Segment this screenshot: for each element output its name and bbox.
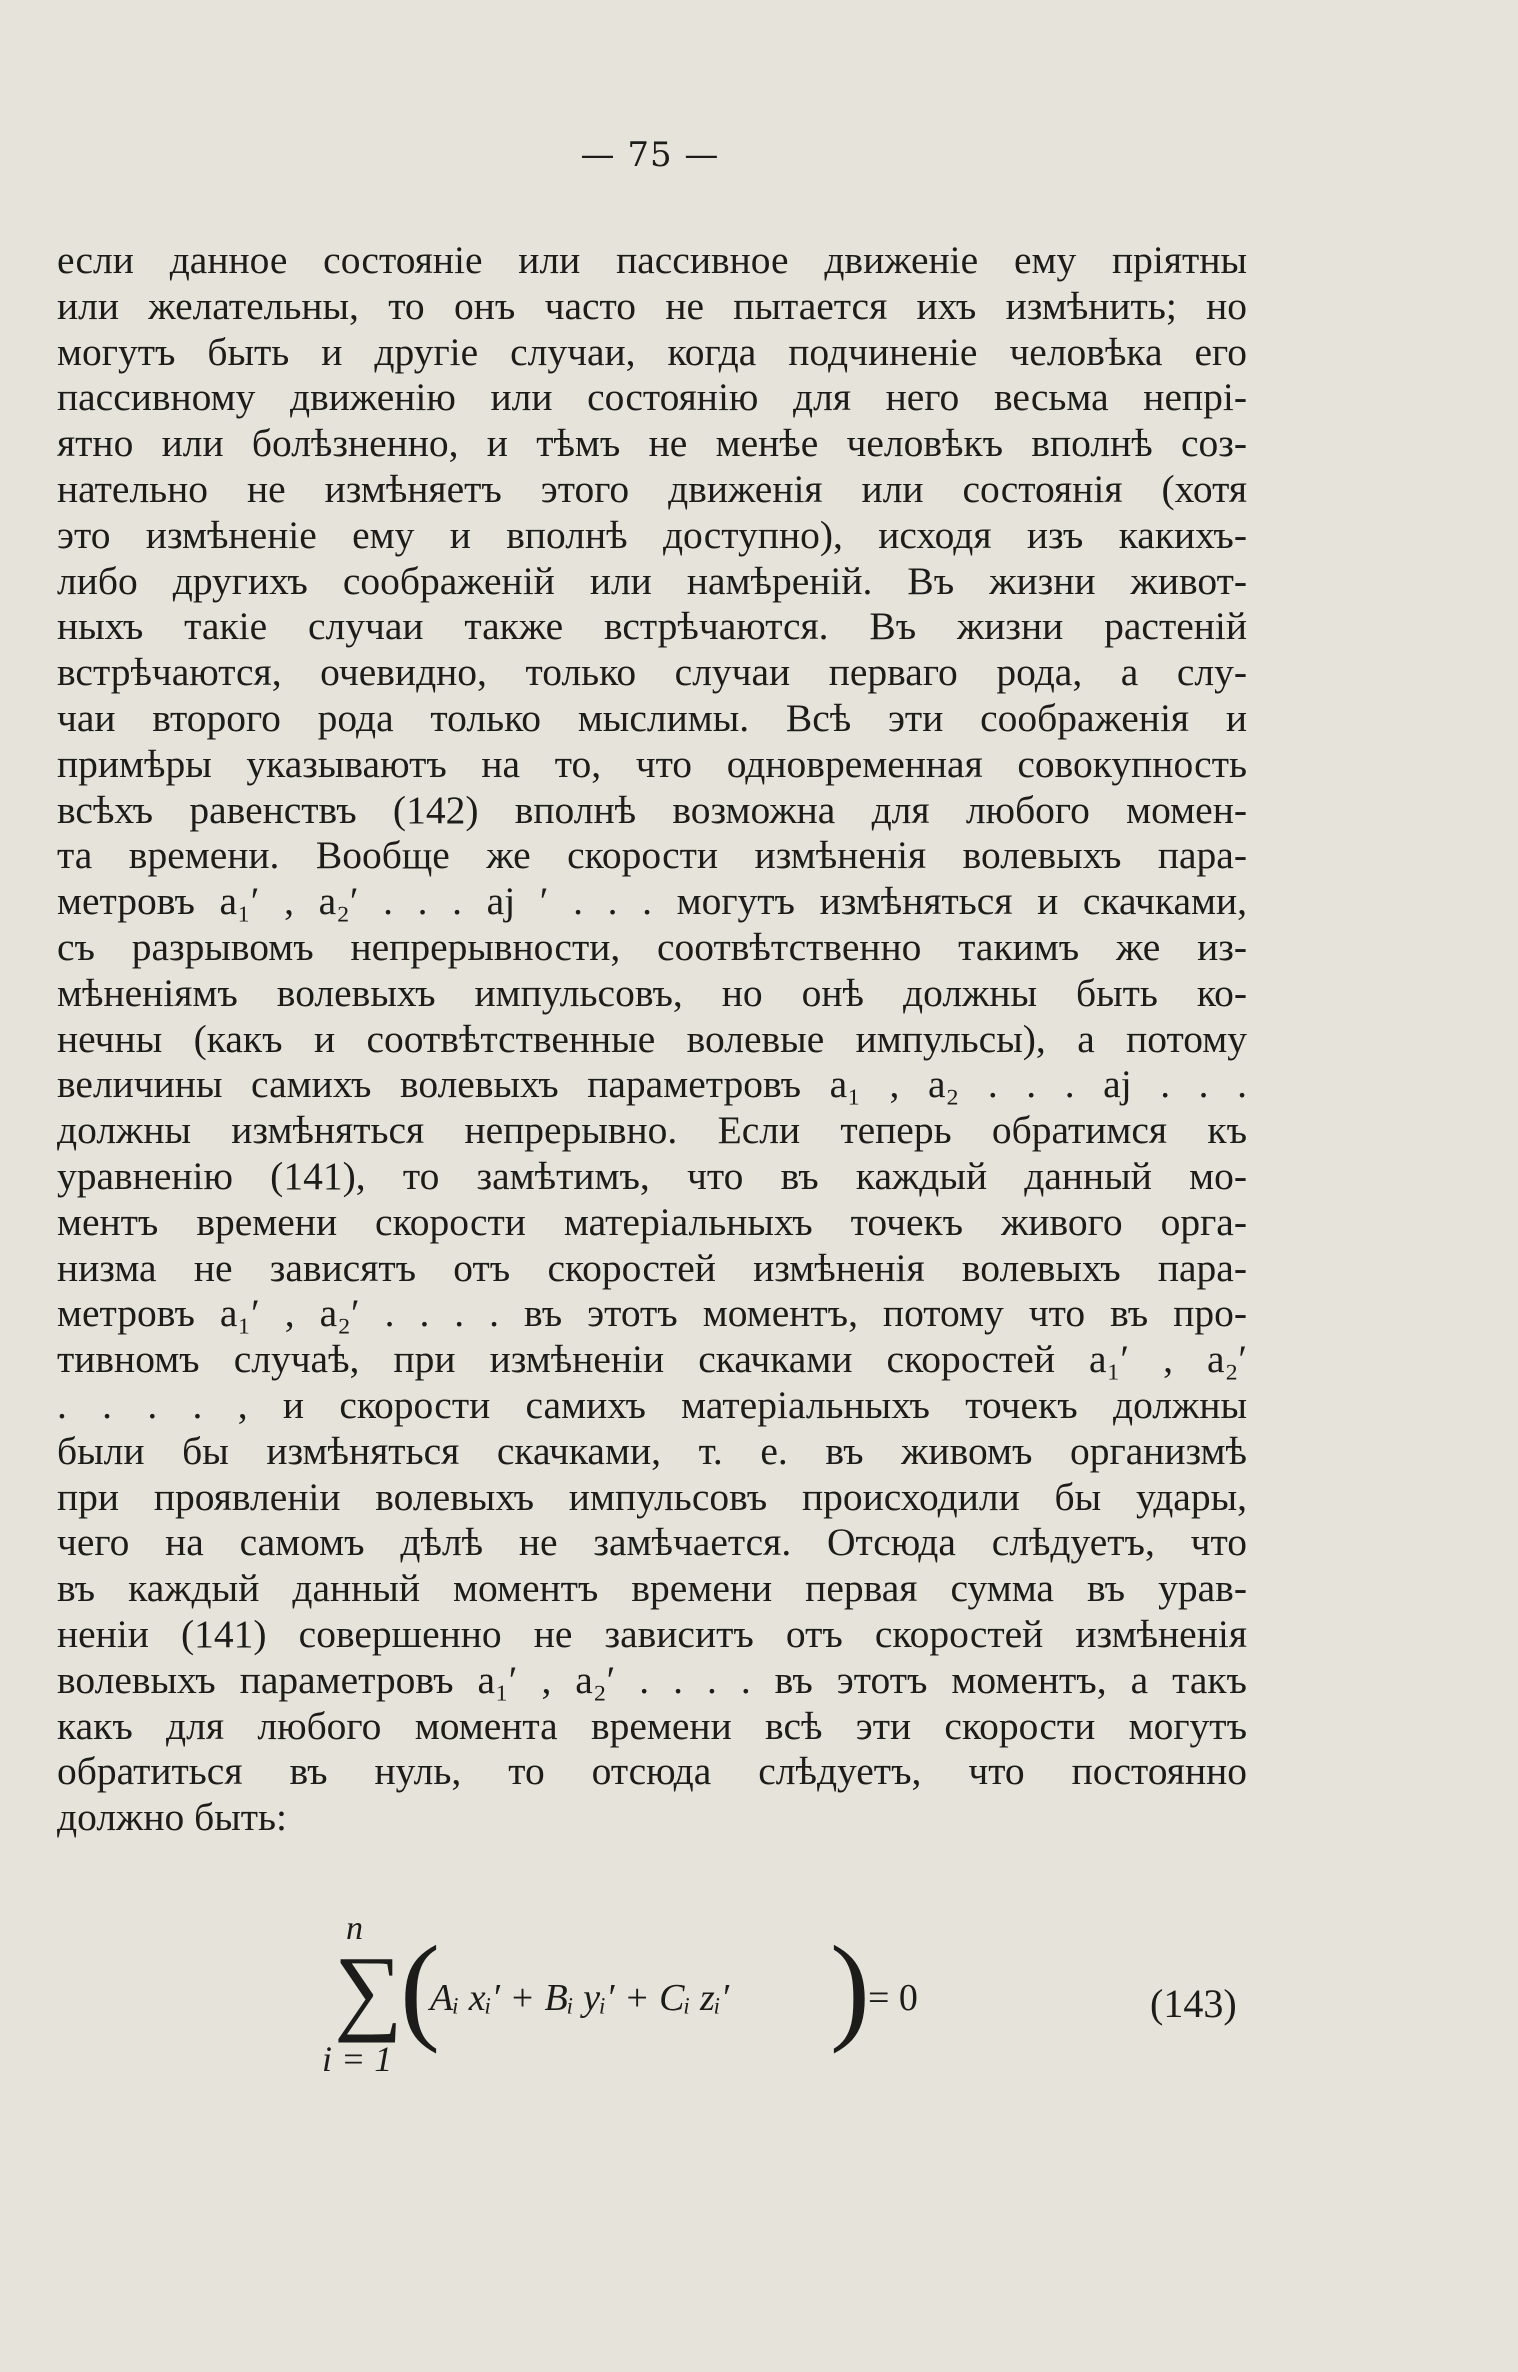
page-number: — 75 — — [580, 135, 720, 175]
text-line: ятно или болѣзненно, и тѣмъ не менѣе человѣкъ вполнѣ соз- — [57, 421, 1247, 466]
body-text — [57, 238, 1247, 1841]
text-line: та времени. Вообще же скорости измѣненiя волевыхъ пара- — [57, 833, 1247, 878]
text-line: при проявленiи волевыхъ импульсовъ происходили бы удары, — [57, 1474, 1247, 1519]
right-parenthesis: ) — [830, 1921, 870, 2054]
text-line: мѣненiямъ волевыхъ импульсовъ, но онѣ должны быть ко- — [57, 970, 1247, 1015]
text-line: какъ для любого момента времени всѣ эти скорости могутъ — [57, 1703, 1247, 1748]
text-line: . . . . , и скорости самихъ матерiальныхъ точекъ должны — [57, 1382, 1247, 1427]
text-line: тивномъ случаѣ, при измѣненiи скачками скоростей a₁′ , a₂′ — [57, 1337, 1247, 1382]
text-line: всѣхъ равенствъ (142) вполнѣ возможна для любого момен- — [57, 787, 1247, 832]
text-line: ныхъ такiе случаи также встрѣчаются. Въ жизни растенiй — [57, 604, 1247, 649]
sum-upper-limit: n — [346, 1910, 363, 1947]
text-line: либо другихъ соображенiй или намѣренiй. Въ жизни живот- — [57, 558, 1247, 603]
text-line: съ разрывомъ непрерывности, соотвѣтственно такимъ же из- — [57, 924, 1247, 969]
text-line: низма не зависятъ отъ скоростей измѣненiя волевыхъ пара- — [57, 1245, 1247, 1290]
equation-expression: Aᵢ xᵢ′ + Bᵢ yᵢ′ + Cᵢ zᵢ′ — [430, 1977, 730, 2019]
text-line: чаи второго рода только мыслимы. Всѣ эти соображенiя и — [57, 695, 1247, 740]
equation-143 — [0, 1900, 1518, 2090]
text-line: могутъ быть и другiе случаи, когда подчиненiе человѣка его — [57, 329, 1247, 374]
text-line: нечны (какъ и соотвѣтственные волевые импульсы), а потому — [57, 1016, 1247, 1061]
text-line: должно быть: — [57, 1795, 287, 1840]
text-line: встрѣчаются, очевидно, только случаи перваго рода, а слу- — [57, 650, 1247, 695]
text-line: или желательны, то онъ часто не пытается ихъ измѣнить; но — [57, 283, 1247, 328]
sum-lower-limit: i = 1 — [322, 2039, 393, 2079]
text-line: должны измѣняться непрерывно. Если теперь обратимся къ — [57, 1108, 1247, 1153]
text-line: это измѣненiе ему и вполнѣ доступно), исходя изъ какихъ- — [57, 512, 1247, 557]
text-line: ненiи (141) совершенно не зависитъ отъ скоростей измѣненiя — [57, 1611, 1247, 1656]
text-line: примѣры указываютъ на то, что одновременная совокупность — [57, 741, 1247, 786]
text-line: нательно не измѣняетъ этого движенiя или состоянiя (хотя — [57, 466, 1247, 511]
summation-sign: ∑ — [334, 1936, 403, 2043]
text-line: обратиться въ нуль, то отсюда слѣдуетъ, что постоянно — [57, 1749, 1247, 1794]
text-line: волевыхъ параметровъ a₁′ , a₂′ . . . . въ этотъ моментъ, а такъ — [57, 1657, 1247, 1702]
text-line: если данное состоянiе или пассивное движенiе ему прiятны — [57, 238, 1247, 282]
text-line: ментъ времени скорости матерiальныхъ точекъ живого орга- — [57, 1199, 1247, 1244]
text-line: метровъ a₁′ , a₂′ . . . . въ этотъ моментъ, потому что въ про- — [57, 1291, 1247, 1336]
text-line: въ каждый данный моментъ времени первая сумма въ урав- — [57, 1566, 1247, 1611]
text-line: уравненiю (141), то замѣтимъ, что въ каждый данный мо- — [57, 1153, 1247, 1198]
equation-number: (143) — [1150, 1981, 1237, 2026]
left-parenthesis: ( — [400, 1921, 440, 2054]
text-line: величины самихъ волевыхъ параметровъ a₁ , a₂ . . . aj . . . — [57, 1062, 1247, 1107]
text-line: метровъ a₁′ , a₂′ . . . aj ′ . . . могутъ измѣняться и скачками, — [57, 879, 1247, 924]
text-line: были бы измѣняться скачками, т. е. въ живомъ организмѣ — [57, 1428, 1247, 1473]
equation-rhs: = 0 — [868, 1977, 918, 2019]
text-line: чего на самомъ дѣлѣ не замѣчается. Отсюда слѣдуетъ, что — [57, 1520, 1247, 1565]
text-line: пассивному движенiю или состоянiю для него весьма непрi- — [57, 375, 1247, 420]
